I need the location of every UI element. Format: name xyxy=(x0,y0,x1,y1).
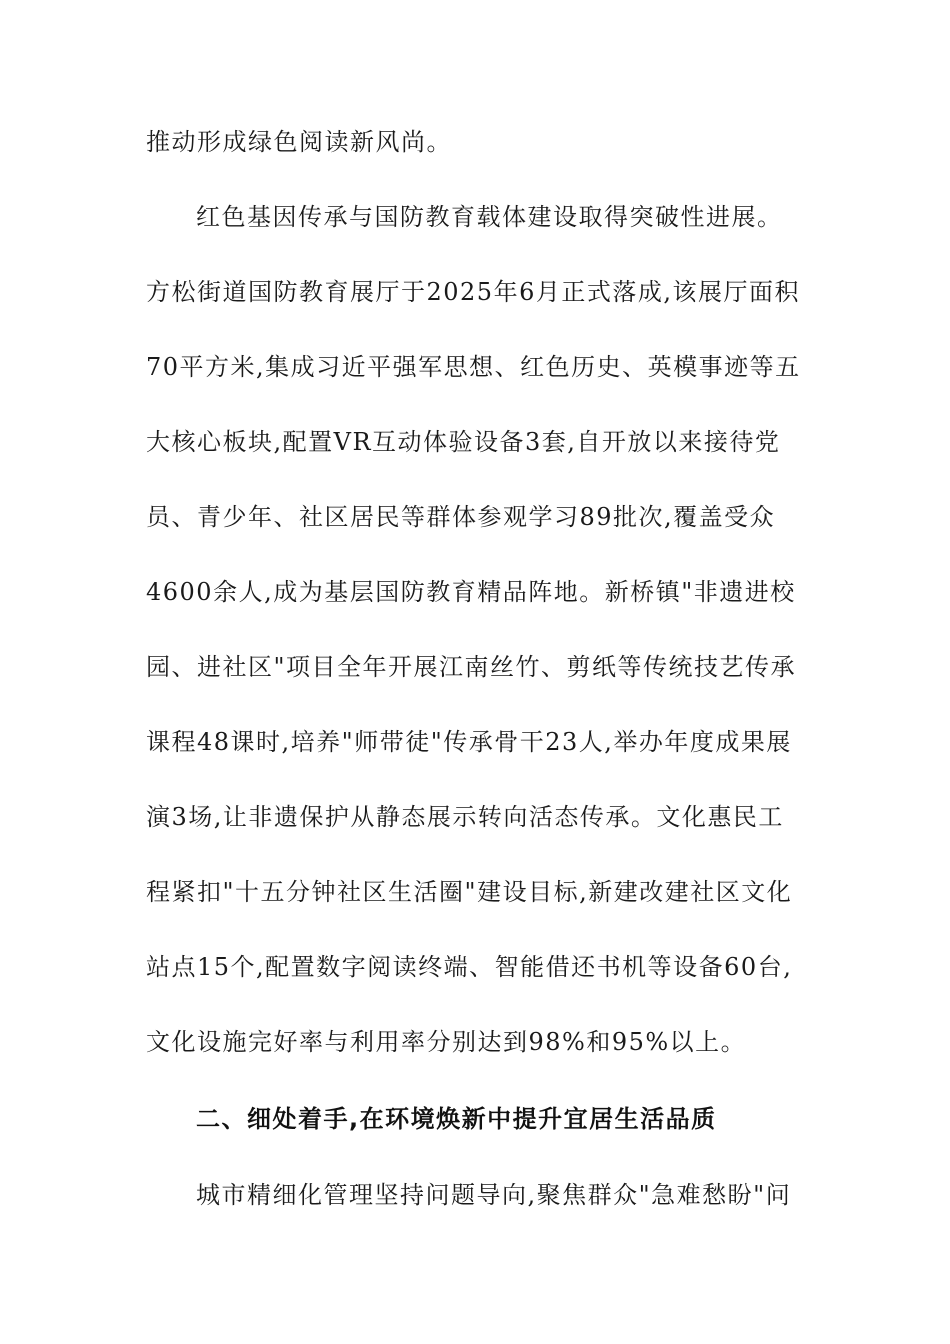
paragraph-2-line-3: 70平方米,集成习近平强军思想、红色历史、英模事迹等五 xyxy=(146,353,801,381)
paragraph-2-line-10: 程紧扣"十五分钟社区生活圈"建设目标,新建改建社区文化 xyxy=(146,878,793,906)
paragraph-2-line-2: 方松街道国防教育展厅于2025年6月正式落成,该展厅面积 xyxy=(146,278,800,306)
paragraph-2-line-11: 站点15个,配置数字阅读终端、智能借还书机等设备60台, xyxy=(146,953,793,981)
paragraph-1-line-1: 推动形成绿色阅读新风尚。 xyxy=(146,128,452,156)
paragraph-2-line-8: 课程48课时,培养"师带徒"传承骨干23人,举办年度成果展 xyxy=(146,728,792,756)
paragraph-2-line-6: 4600余人,成为基层国防教育精品阵地。新桥镇"非遗进校 xyxy=(146,578,796,606)
section-heading: 二、细处着手,在环境焕新中提升宜居生活品质 xyxy=(196,1105,717,1133)
paragraph-2-line-7: 园、进社区"项目全年开展江南丝竹、剪纸等传统技艺传承 xyxy=(146,653,797,681)
paragraph-2-line-9: 演3场,让非遗保护从静态展示转向活态传承。文化惠民工 xyxy=(146,803,784,831)
paragraph-2-line-12: 文化设施完好率与利用率分别达到98%和95%以上。 xyxy=(146,1028,747,1056)
paragraph-2-line-5: 员、青少年、社区居民等群体参观学习89批次,覆盖受众 xyxy=(146,503,776,531)
paragraph-2-line-4: 大核心板块,配置VR互动体验设备3套,自开放以来接待党 xyxy=(146,428,781,456)
paragraph-3-line-1: 城市精细化管理坚持问题导向,聚焦群众"急难愁盼"问 xyxy=(196,1181,792,1209)
paragraph-2-line-1: 红色基因传承与国防教育载体建设取得突破性进展。 xyxy=(196,203,783,231)
